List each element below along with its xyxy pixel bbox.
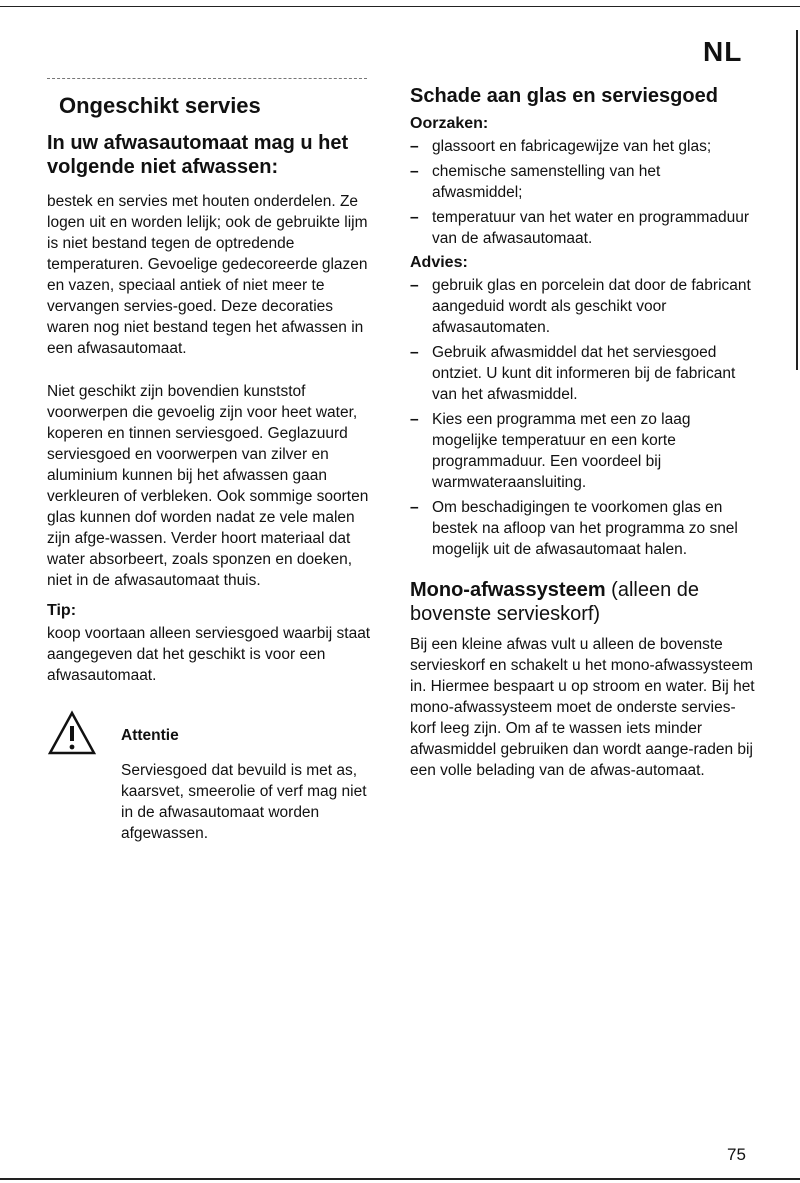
bottom-rule bbox=[0, 1178, 800, 1180]
list-item: – temperatuur van het water en programmaduur van de afwasautomaat. bbox=[410, 207, 755, 249]
tip-label: Tip: bbox=[47, 602, 77, 619]
mono-system-text: Bij een kleine afwas vult u alleen de bovenste servieskorf en schakelt u het mono-afwassysteem in. Hiermee bespaart u op stroom en water. Bij het mono-afwassysteem moet de onderste servies-korf leeg zijn. Om af te wassen iets minder afwasmiddel gebruiken dan wordt aange-raden bij een volle belading van de afwas-automaat. bbox=[410, 636, 755, 779]
margin-bar bbox=[796, 30, 798, 370]
list-item: – Om beschadigingen te voorkomen glas en bestek na afloop van het programma zo snel mogelijk uit de afwasautomaat halen. bbox=[410, 497, 755, 560]
left-column bbox=[47, 78, 377, 844]
causes-list bbox=[410, 136, 755, 249]
list-item: – Kies een programma met een zo laag mogelijke temperatuur en een korte programmaduur. Een voordeel bij warmwateraansluiting. bbox=[410, 409, 755, 493]
mono-system-title bbox=[410, 578, 755, 626]
attention-text: Serviesgoed dat bevuild is met as, kaarsvet, smeerolie of verf mag niet in de afwasautomaat worden afgewassen. bbox=[121, 762, 367, 842]
right-column bbox=[410, 78, 755, 781]
language-label: NL bbox=[703, 36, 743, 67]
list-item: – Gebruik afwasmiddel dat het serviesgoed ontziet. U kunt dit informeren bij de fabricant van het afwasmiddel. bbox=[410, 342, 755, 405]
top-rule bbox=[0, 6, 800, 7]
paragraph-not-suitable: Niet geschikt zijn bovendien kunststof voorwerpen die gevoelig zijn voor heet water, koperen en tinnen serviesgoed. Geglazuurd serviesgoed en voorwerpen van zilver en aluminium kunnen bij het afwassen gaan verkleuren of verbleken. Ook sommige soorten glas kunnen dof worden nadat ze vele malen zijn afge-wassen. Verder hoort materiaal dat water absorbeert, zoals sponzen en doeken, niet in de afwasautomaat thuis. bbox=[47, 383, 369, 589]
advice-list bbox=[410, 275, 755, 560]
glass-damage-title: Schade aan glas en serviesgoed bbox=[410, 85, 718, 107]
title-frame bbox=[47, 78, 367, 85]
attention-block bbox=[47, 710, 377, 844]
list-item: – chemische samenstelling van het afwasmiddel; bbox=[410, 161, 755, 203]
subheading: In uw afwasautomaat mag u het volgende niet afwassen: bbox=[47, 132, 349, 178]
paragraph-unsuitable-items: bestek en servies met houten onderdelen. Ze logen uit en worden lelijk; ook de gebruikte lijm is niet bestand tegen de optredende temperaturen. Gevoelige gedecoreerde glazen en vazen, speciaal antiek of niet meer te vervangen servies-goed. Deze decoraties waren nog niet bestand tegen het afwassen in een afwasautomaat. bbox=[47, 193, 368, 357]
tip-text: koop voortaan alleen serviesgoed waarbij staat aangegeven dat het geschikt is voor een afwasautomaat. bbox=[47, 625, 371, 684]
causes-label: Oorzaken: bbox=[410, 115, 489, 132]
warning-icon bbox=[47, 710, 97, 756]
list-item: – gebruik glas en porcelein dat door de fabricant aangeduid wordt als geschikt voor afwasautomaten. bbox=[410, 275, 755, 338]
list-item: – glassoort en fabricagewijze van het glas; bbox=[410, 136, 755, 157]
advice-label: Advies: bbox=[410, 254, 468, 271]
mono-title-rest: (alleen de bovenste servieskorf) bbox=[410, 579, 700, 625]
page-number: 75 bbox=[727, 1145, 746, 1164]
section-title: Ongeschikt servies bbox=[59, 93, 261, 118]
mono-title-bold: Mono-afwassysteem bbox=[410, 579, 606, 601]
attention-title: Attentie bbox=[121, 727, 179, 744]
